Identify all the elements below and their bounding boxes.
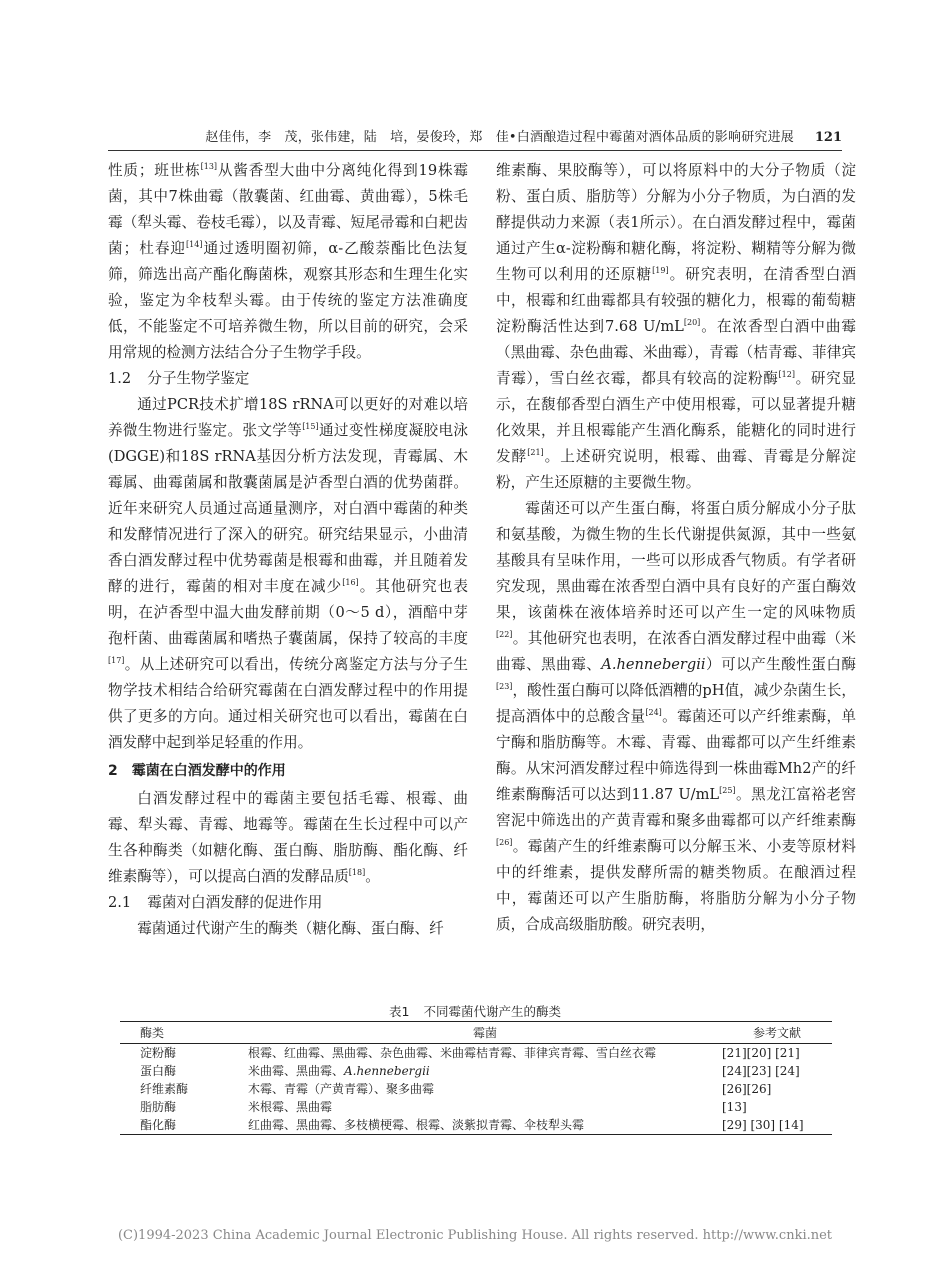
refs-cell: [29] [30] [14] bbox=[722, 1116, 832, 1135]
enzyme-cell: 纤维素酶 bbox=[140, 1082, 189, 1096]
molds-cell: 根霉、红曲霉、黑曲霉、杂色曲霉、米曲霉桔青霉、菲律宾青霉、雪白丝衣霉 bbox=[248, 1046, 657, 1060]
paragraph: 维素酶、果胶酶等），可以将原料中的大分子物质（淀粉、蛋白质、脂肪等）分解为小分子物质，为白酒的发酵提供动力来源（表1所示）。在白酒发酵过程中，霉菌通过产生α-淀粉酶和糖化酶，将淀粉、糊精等分解为微生物可以利用的还原糖[19]。研究表明，在清香型白酒中，根霉和红曲霉都具有较强的糖化力，根霉的葡萄糖淀粉酶活性达到7.68 U/mL[20]。在浓香型白酒中曲霉（黑曲霉、杂色曲霉、米曲霉），青霉（桔青霉、菲律宾青霉），雪白丝衣霉，都具有较高的淀粉酶[12]。研究显示，在馥郁香型白酒生产中使用根霉，可以显著提升糖化效果，并且根霉能产生酒化酶系，能糖化的同时进行发酵[21]。上述研究说明，根霉、曲霉、青霉是分解淀粉，产生还原糖的主要微生物。 bbox=[496, 162, 856, 491]
enzyme-cell: 蛋白酶 bbox=[140, 1064, 177, 1078]
enzyme-cell: 酯化酶 bbox=[120, 1116, 248, 1135]
left-column bbox=[108, 158, 468, 942]
refs-cell: [21][20] [21] bbox=[722, 1046, 800, 1060]
citation[interactable]: [15] bbox=[302, 422, 319, 432]
citation[interactable]: [19] bbox=[652, 266, 669, 276]
citation[interactable]: [14] bbox=[186, 240, 203, 250]
citation[interactable]: [12] bbox=[778, 370, 795, 380]
citation[interactable]: [13] bbox=[200, 162, 218, 172]
refs-cell: [26][26] bbox=[722, 1082, 772, 1096]
running-header bbox=[108, 128, 842, 151]
paragraph: 霉菌通过代谢产生的酶类（糖化酶、蛋白酶、纤 bbox=[137, 920, 444, 937]
citation[interactable]: [16] bbox=[342, 578, 359, 588]
citation[interactable]: [25] bbox=[719, 786, 736, 796]
paragraph: 霉菌还可以产生蛋白酶，将蛋白质分解成小分子肽和氨基酸，为微生物的生长代谢提供氮源，其中一些氨基酸具有呈味作用，一些可以形成香气物质。有学者研究发现，黑曲霉在浓香型白酒中具有良好的产蛋白酶效果，该菌株在液体培养时还可以产生一定的风味物质[22]。其他研究也表明，在浓香白酒发酵过程中曲霉（米曲霉、黑曲霉、A.hennebergii）可以产生酸性蛋白酶[23]，酸性蛋白酶可以降低酒糟的pH值，减少杂菌生长，提高酒体中的总酸含量[24]。霉菌还可以产纤维素酶，单宁酶和脂肪酶等。木霉、青霉、曲霉都可以产生纤维素酶。从宋河酒发酵过程中筛选得到一株曲霉Mh2产的纤维素酶酶活可以达到11.87 U/mL[25]。黑龙江富裕老窖窖泥中筛选出的产黄青霉和聚多曲霉都可以产纤维素酶[26]。霉菌产生的纤维素酶可以分解玉米、小麦等原材料中的纤维素，提供发酵所需的糖类物质。在酿酒过程中，霉菌还可以产生脂肪酶，将脂肪分解为小分子物质，合成高级脂肪酸。研究表明， bbox=[496, 500, 856, 933]
page-number: 121 bbox=[814, 130, 842, 145]
column-header: 酶类 bbox=[120, 1022, 248, 1044]
molds-cell: 木霉、青霉（产黄青霉）、聚多曲霉 bbox=[248, 1082, 435, 1096]
table-header-row bbox=[120, 1022, 832, 1044]
molds-cell: 红曲霉、黑曲霉、多枝横梗霉、根霉、淡紫拟青霉、伞枝犁头霉 bbox=[248, 1116, 722, 1135]
table-row bbox=[120, 1080, 832, 1098]
table-row bbox=[120, 1098, 832, 1116]
section-heading-2: 2 霉菌在白酒发酵中的作用 bbox=[108, 763, 286, 779]
table-row bbox=[120, 1062, 832, 1080]
citation[interactable]: [26] bbox=[496, 838, 513, 848]
table-row bbox=[120, 1044, 832, 1063]
citation[interactable]: [20] bbox=[683, 318, 701, 328]
citation[interactable]: [17] bbox=[108, 656, 125, 666]
section-heading-2-1: 2.1 霉菌对白酒发酵的促进作用 bbox=[108, 894, 323, 911]
copyright-footer: (C)1994-2023 China Academic Journal Electronic Publishing House. All rights reserved. http://www.cnki.net bbox=[117, 1228, 833, 1243]
enzyme-cell: 脂肪酶 bbox=[140, 1100, 177, 1114]
paragraph: 白酒发酵过程中的霉菌主要包括毛霉、根霉、曲霉、犁头霉、青霉、地霉等。霉菌在生长过程中可以产生各种酶类（如糖化酶、蛋白酶、脂肪酶、酯化酶、纤维素酶等），可以提高白酒的发酵品质[18]。 bbox=[108, 790, 468, 885]
citation[interactable]: [24] bbox=[645, 708, 662, 718]
right-column bbox=[496, 158, 856, 938]
citation[interactable]: [23] bbox=[496, 682, 513, 692]
column-header: 参考文献 bbox=[722, 1022, 832, 1044]
citation[interactable]: [18] bbox=[348, 868, 366, 878]
enzyme-cell: 淀粉酶 bbox=[140, 1046, 177, 1060]
enzyme-table bbox=[120, 1021, 832, 1135]
citation[interactable]: [21] bbox=[527, 448, 544, 458]
table-caption: 表1 不同霉菌代谢产生的酶类 bbox=[389, 1004, 561, 1019]
molds-cell: 米曲霉、黑曲霉、A.hennebergii bbox=[248, 1064, 430, 1078]
molds-cell: 米根霉、黑曲霉 bbox=[248, 1100, 333, 1114]
refs-cell: [24][23] [24] bbox=[722, 1064, 800, 1078]
paragraph: 性质；班世栋[13]从酱香型大曲中分离纯化得到19株霉菌，其中7株曲霉（散囊菌、红曲霉、黄曲霉），5株毛霉（犁头霉、卷枝毛霉），以及青霉、短尾帚霉和白耙齿菌；杜春迎[14]通过透明圈初筛，α-乙酸萘酯比色法复筛，筛选出高产酯化酶菌株，观察其形态和生理生化实验，鉴定为伞枝犁头霉。由于传统的鉴定方法准确度低，不能鉴定不可培养微生物，所以目前的研究，会采用常规的检测方法结合分子生物学手段。 bbox=[108, 162, 468, 361]
table-row bbox=[120, 1116, 832, 1135]
column-header: 霉菌 bbox=[248, 1022, 722, 1044]
section-heading-1-2: 1.2 分子生物学鉴定 bbox=[108, 370, 250, 387]
paragraph: 通过PCR技术扩增18S rRNA可以更好的对难以培养微生物进行鉴定。张文学等[15]通过变性梯度凝胶电泳(DGGE)和18S rRNA基因分析方法发现，青霉属、木霉属、曲霉菌属和散囊菌属是泸香型白酒的优势菌群。近年来研究人员通过高通量测序，对白酒中霉菌的种类和发酵情况进行了深入的研究。研究结果显示，小曲清香白酒发酵过程中优势霉菌是根霉和曲霉，并且随着发酵的进行，霉菌的相对丰度在减少[16]。其他研究也表明，在泸香型中温大曲发酵前期（0～5 d），酒醅中芽孢杆菌、曲霉菌属和嗜热子囊菌属，保持了较高的丰度[17]。从上述研究可以看出，传统分离鉴定方法与分子生物学技术相结合给研究霉菌在白酒发酵过程中的作用提供了更多的方向。通过相关研究也可以看出，霉菌在白酒发酵中起到举足轻重的作用。 bbox=[108, 396, 468, 751]
refs-cell: [13] bbox=[722, 1100, 747, 1114]
header-title: 赵佳伟，李 茂，张伟建，陆 培，晏俊玲，郑 佳•白酒酿造过程中霉菌对酒体品质的影响研究进展 bbox=[205, 130, 794, 145]
citation[interactable]: [22] bbox=[496, 630, 513, 640]
